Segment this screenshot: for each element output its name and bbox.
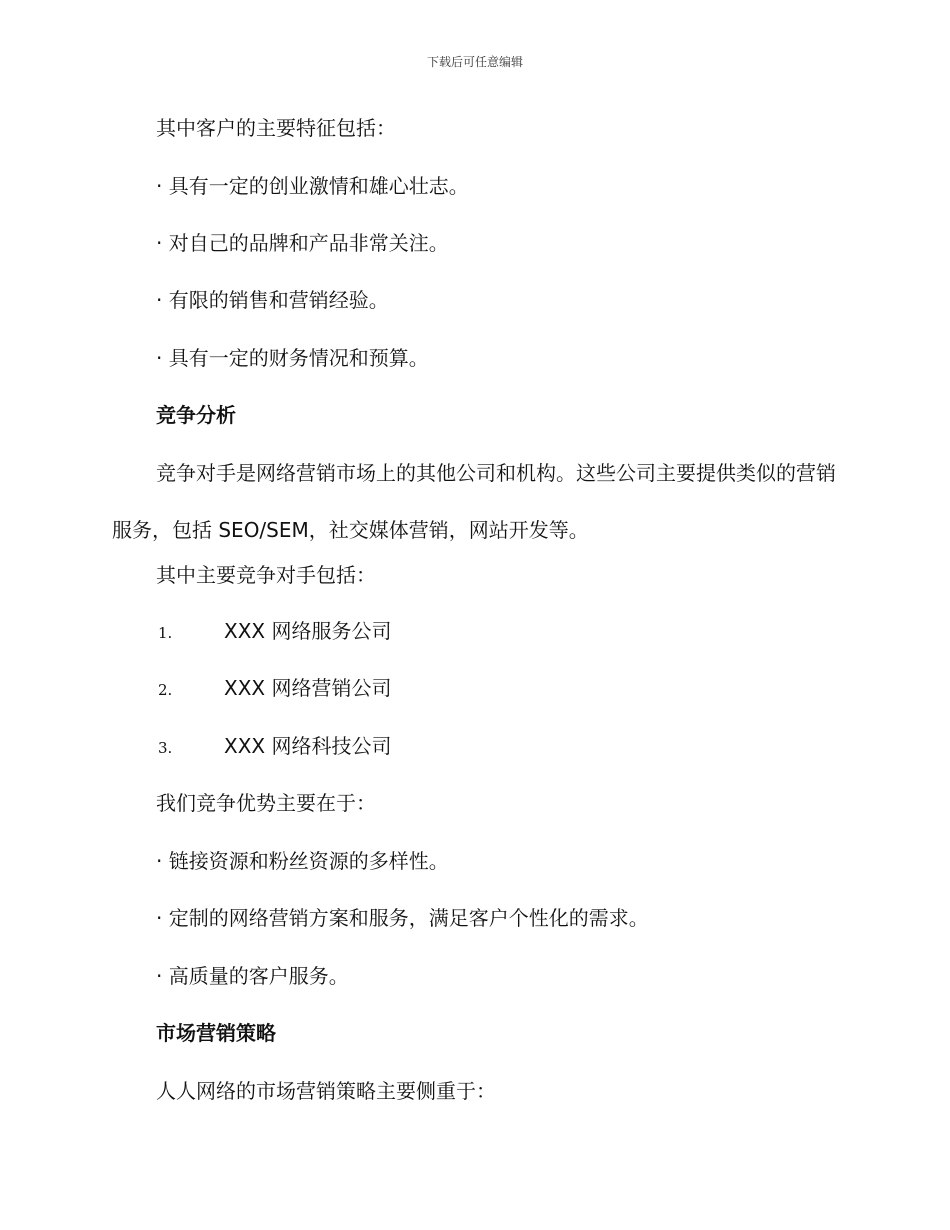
competitor-number: 3. (158, 739, 173, 757)
marketing-intro: 人人网络的市场营销策略主要侧重于： (156, 1079, 496, 1103)
marketing-heading: 市场营销策略 (156, 1021, 276, 1045)
competitor-name: XXX 网络营销公司 (224, 676, 392, 700)
competitor-name: XXX 网络服务公司 (224, 619, 392, 643)
advantage-item: · 链接资源和粉丝资源的多样性。 (156, 849, 449, 873)
competitor-number: 2. (158, 681, 173, 699)
page-header: 下载后可任意编辑 (426, 55, 523, 69)
customer-features-intro: 其中客户的主要特征包括： (156, 116, 396, 140)
competitors-intro: 其中主要竞争对手包括： (156, 563, 376, 587)
competition-heading: 竞争分析 (156, 403, 236, 427)
competitor-name: XXX 网络科技公司 (224, 734, 392, 758)
customer-feature-item: · 具有一定的创业激情和雄心壮志。 (156, 174, 469, 198)
advantage-item: · 高质量的客户服务。 (156, 964, 349, 988)
customer-feature-item: · 对自己的品牌和产品非常关注。 (156, 231, 449, 255)
competition-paragraph: 竞争对手是网络营销市场上的其他公司和机构。这些公司主要提供类似的营销服务，包括 SEO/SEM，社交媒体营销，网站开发等。 (112, 461, 836, 542)
advantage-item: · 定制的网络营销方案和服务，满足客户个性化的需求。 (156, 906, 649, 930)
advantages-intro: 我们竞争优势主要在于： (156, 791, 376, 815)
customer-feature-item: · 有限的销售和营销经验。 (156, 288, 389, 312)
competitor-number: 1. (158, 624, 173, 642)
customer-feature-item: · 具有一定的财务情况和预算。 (156, 346, 429, 370)
